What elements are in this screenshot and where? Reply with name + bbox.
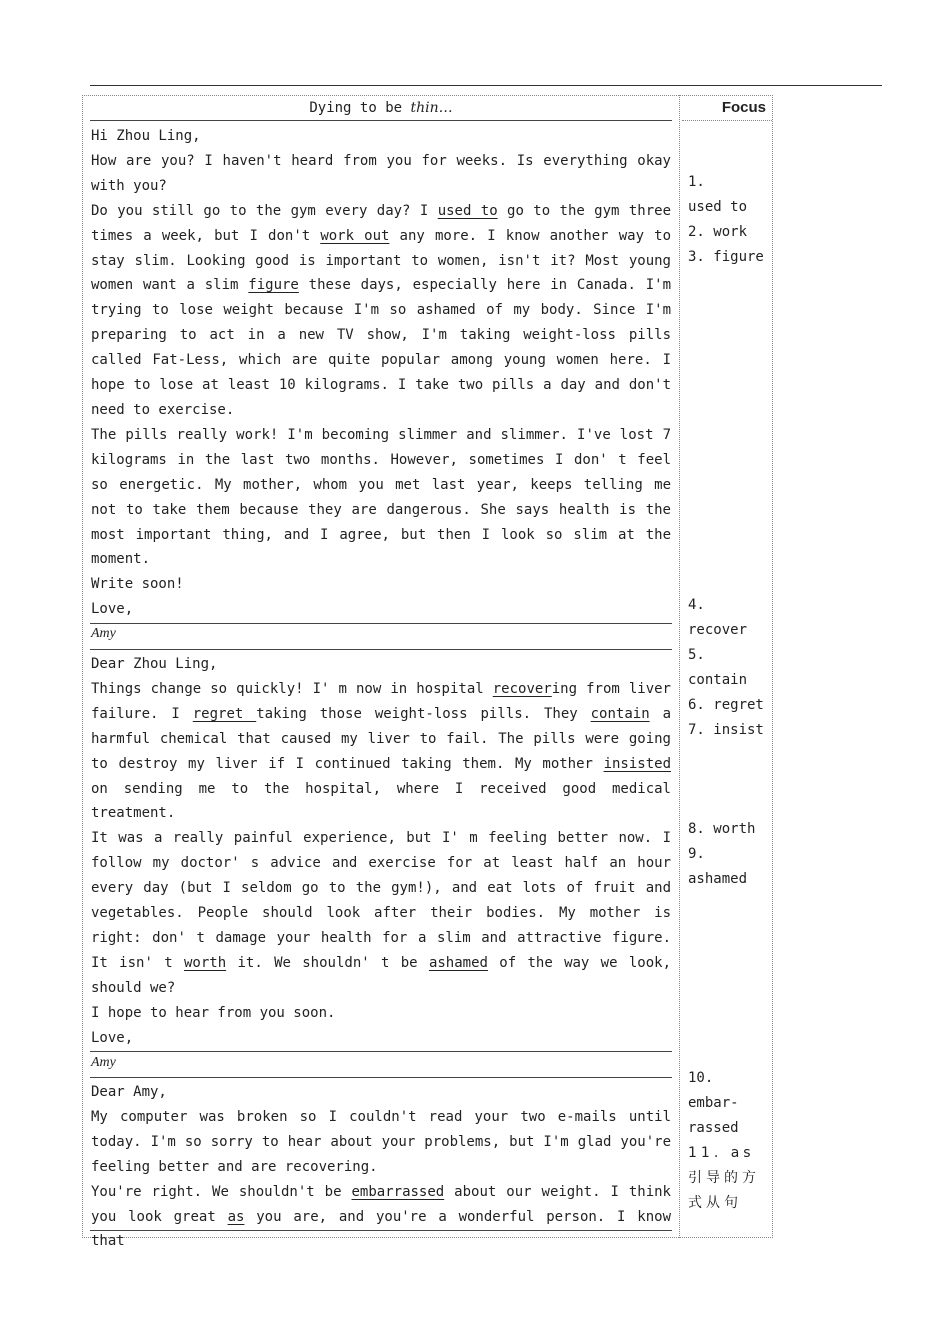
title-text: Dying to be bbox=[309, 100, 411, 116]
focus-item: 6. regret bbox=[688, 696, 764, 713]
letter-1-closing: Write soon! bbox=[91, 576, 184, 593]
letter-2-signature: Amy bbox=[91, 1054, 116, 1070]
focus-item: 9. ashamed bbox=[688, 845, 748, 887]
focus-item: 5. contain bbox=[688, 646, 748, 688]
focus-item: 3. figure bbox=[688, 248, 764, 265]
keyword-as: as bbox=[227, 1208, 245, 1225]
section-rule bbox=[90, 1230, 672, 1231]
letter-2 bbox=[91, 652, 671, 1075]
focus-item: 1. used to bbox=[688, 174, 748, 215]
keyword-figure: figure bbox=[248, 277, 299, 294]
section-rule bbox=[90, 649, 672, 650]
focus-notes-4 bbox=[688, 1066, 768, 1215]
title-rule bbox=[90, 120, 672, 121]
focus-item: 8. worth bbox=[688, 821, 756, 837]
letter-2-para-2: It was a really painful experience, but I' m feeling better now. I follow my doctor' s advice and exercise for at least half an hour every day (but I seldom go to the gym!), and eat lots of fruit and vegetables. People should look after their bodies. My mother is right: don' t damage your health for a slim and attractive figure. It isn' t worth it. We shouldn' t be ashamed of the way we look, should we? bbox=[91, 830, 671, 996]
keyword-regret: regret bbox=[192, 705, 257, 722]
focus-header: Focus bbox=[721, 99, 766, 116]
page-title bbox=[90, 98, 672, 118]
keyword-embarrassed: embarrassed bbox=[351, 1183, 445, 1200]
keyword-recover: recover bbox=[492, 680, 552, 697]
letter-1-greeting: Hi Zhou Ling, bbox=[91, 128, 201, 144]
letter-3 bbox=[91, 1080, 671, 1254]
letter-1-para-3: The pills really work! I'm becoming slimmer and slimmer. I've lost 7 kilograms in the last two months. However, sometimes I don' t feel so energetic. My mother, whom you met last year, keeps telling me not to take them because they are dangerous. She says health is the most important thing, and I agree, but then I look so slim at the moment. bbox=[91, 426, 671, 568]
title-italic: thin… bbox=[410, 100, 453, 116]
column-divider bbox=[679, 95, 680, 1238]
focus-item: 7. insist bbox=[688, 721, 764, 738]
letter-2-closing: I hope to hear from you soon. bbox=[91, 1004, 336, 1021]
letter-1-signature: Amy bbox=[91, 626, 116, 642]
header-rule bbox=[90, 85, 882, 86]
letter-3-para-1: My computer was broken so I couldn't read your two e-mails until today. I'm so sorry to hear about your problems, but I'm glad you're feeling better and are recovering. bbox=[91, 1108, 671, 1175]
section-rule bbox=[90, 1051, 672, 1052]
keyword-insisted: insisted bbox=[603, 755, 671, 772]
focus-item: 4. recover bbox=[688, 597, 748, 638]
section-rule bbox=[90, 623, 672, 624]
keyword-work-out: work out bbox=[320, 227, 390, 244]
keyword-used-to: used to bbox=[437, 202, 498, 219]
letter-1 bbox=[91, 124, 671, 647]
keyword-contain: contain bbox=[590, 705, 650, 722]
keyword-ashamed: ashamed bbox=[428, 954, 488, 971]
letter-2-love: Love, bbox=[91, 1029, 134, 1046]
focus-notes-2 bbox=[688, 593, 768, 742]
letter-2-para-1: Things change so quickly! I' m now in hospital recovering from liver failure. I regret taking those weight-loss pills. They contain a harmful chemical that caused my liver to fail. The pills were going to destroy my liver if I continued taking them. My mother insisted on sending me to the hospital, where I received good medical treatment. bbox=[91, 680, 671, 822]
focus-notes-3 bbox=[688, 817, 768, 892]
letter-3-greeting: Dear Amy, bbox=[91, 1084, 167, 1100]
focus-item: 11. as 引导的方式从句 bbox=[688, 1144, 760, 1211]
letter-1-love: Love, bbox=[91, 601, 134, 618]
letter-1-para-1: How are you? I haven't heard from you for weeks. Is everything okay with you? bbox=[91, 152, 671, 194]
letter-3-para-2: You're right. We shouldn't be embarrassed about our weight. I think you look great as you are, and you're a wonderful person. I know that bbox=[91, 1183, 671, 1250]
section-rule bbox=[90, 1077, 672, 1078]
focus-notes-1 bbox=[688, 170, 768, 270]
letter-2-greeting: Dear Zhou Ling, bbox=[91, 656, 218, 672]
letter-1-para-2: Do you still go to the gym every day? I used to go to the gym three times a week, but I don't work out any more. I know another way to stay slim. Looking good is important to women, isn't it? Most young women want a slim figure these days, especially here in Canada. I'm trying to lose weight because I'm so ashamed of my body. Since I'm preparing to act in a new TV show, I'm taking weight-loss pills called Fat-Less, which are quite popular among young women here. I hope to lose at least 10 kilograms. I take two pills a day and don't need to exercise. bbox=[91, 202, 672, 418]
focus-item: 10. embar-rassed bbox=[688, 1070, 739, 1136]
focus-item: 2. work bbox=[688, 223, 748, 240]
focus-header-rule bbox=[682, 120, 772, 121]
keyword-worth: worth bbox=[183, 954, 227, 971]
